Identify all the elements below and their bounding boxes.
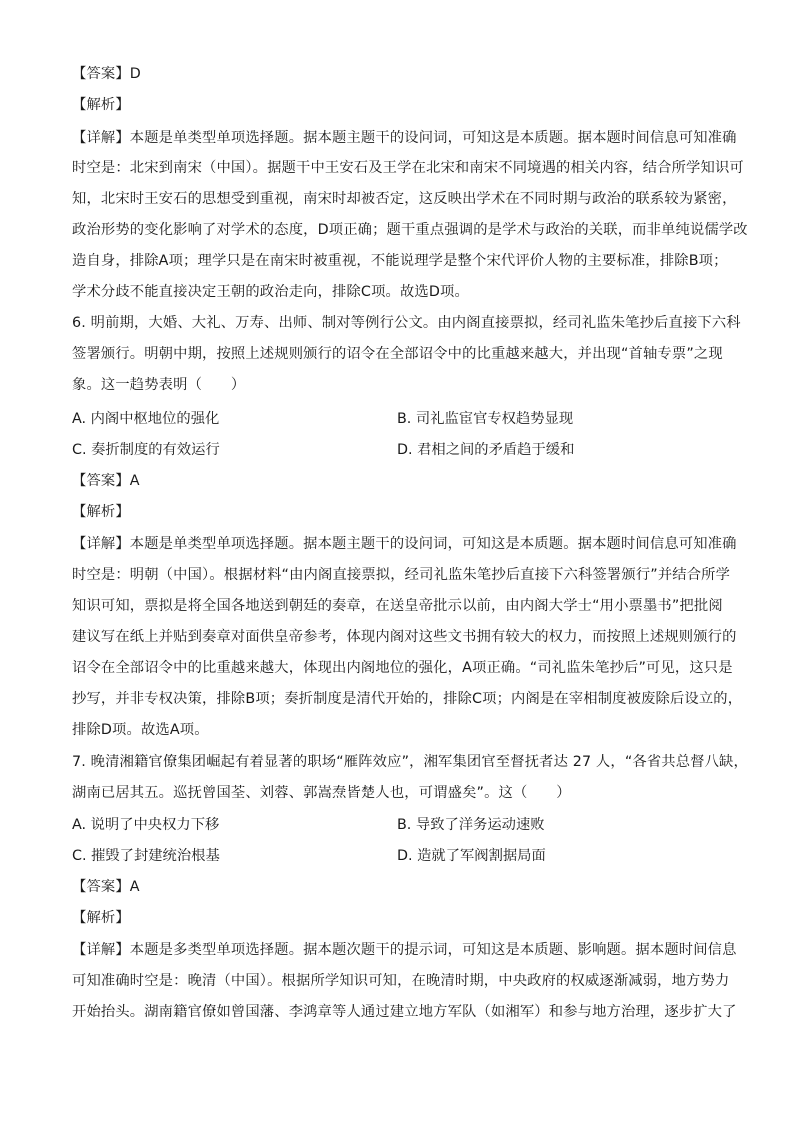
- q7-detail-line: 开始抬头。湖南籍官僚如曾国藩、李鸿章等人通过建立地方军队（如湘军）和参与地方治理，逐步扩大了: [72, 1004, 737, 1020]
- q7-stem-line: 7. 晚清湘籍官僚集团崛起有着显著的职场“雁阵效应”，湘军集团官至督抚者达 27 人，“各省共总督八缺，: [72, 754, 748, 770]
- q6-stem-line: 6. 明前期，大婚、大礼、万寿、出师、制对等例行公文。由内阁直接票拟，经司礼监朱笔抄后直接下六科: [72, 315, 741, 331]
- q7-option-b: B. 导致了洋务运动速败: [397, 817, 545, 833]
- q6-stem-line: 签署颁行。明朝中期，按照上述规则颁行的诏令在全部诏令中的比重越来越大，并出现“首轴专票”之现: [72, 346, 723, 362]
- q5-detail-line: 时空是：北宋到南宋（中国）。据题干中王安石及王学在北宋和南宋不同境遇的相关内容，结合所学知识可: [72, 160, 744, 176]
- q6-detail-line: 建议写在纸上并贴到奏章对面供皇帝参考，体现内阁对这些文书拥有较大的权力，而按照上述规则颁行的: [72, 629, 737, 645]
- q6-detail-line: 抄写，并非专权决策，排除B项；奏折制度是清代开始的，排除C项；内阁是在宰相制度被废除后设立的，: [72, 691, 743, 707]
- q7-detail-line: 【详解】本题是多类型单项选择题。据本题次题干的提示词，可知这是本质题、影响题。据本题时间信息: [72, 942, 737, 958]
- q7-analysis-heading: 【解析】: [72, 910, 130, 926]
- q6-option-c: C. 奏折制度的有效运行: [72, 442, 220, 458]
- q6-option-a: A. 内阁中枢地位的强化: [72, 411, 220, 427]
- q6-option-d: D. 君相之间的矛盾趋于缓和: [397, 442, 575, 458]
- q6-option-b: B. 司礼监宦官专权趋势显现: [397, 411, 574, 427]
- q6-analysis-heading: 【解析】: [72, 504, 130, 520]
- q5-analysis-heading: 【解析】: [72, 97, 130, 113]
- q7-stem-line: 湖南已居其五。巡抚曾国荃、刘蓉、郭嵩焘皆楚人也，可谓盛矣”。这（ ）: [72, 785, 571, 801]
- q6-stem-line: 象。这一趋势表明（ ）: [72, 377, 246, 393]
- q6-answer: 【答案】A: [72, 473, 140, 489]
- q5-detail-line: 【详解】本题是单类型单项选择题。据本题主题干的设问词，可知这是本质题。据本题时间信息可知准确: [72, 130, 737, 146]
- q5-detail-line: 政治形势的变化影响了对学术的态度，D项正确；题干重点强调的是学术与政治的关联，而非单纯说儒学改: [72, 222, 748, 238]
- q7-detail-line: 可知准确时空是：晚清（中国）。根据所学知识可知，在晚清时期，中央政府的权威逐渐减弱，地方势力: [72, 973, 730, 989]
- q6-detail-line: 知识可知，票拟是将全国各地送到朝廷的奏章，在送皇帝批示以前，由内阁大学士“用小票墨书”把批阅: [72, 598, 723, 614]
- q6-detail-line: 【详解】本题是单类型单项选择题。据本题主题干的设问词，可知这是本质题。据本题时间信息可知准确: [72, 536, 737, 552]
- q5-detail-line: 知，北宋时王安石的思想受到重视，南宋时却被否定，这反映出学术在不同时期与政治的联系较为紧密，: [72, 191, 737, 207]
- q6-detail-line: 排除D项。故选A项。: [72, 722, 209, 738]
- q6-detail-line: 时空是：明朝（中国）。根据材料“由内阁直接票拟，经司礼监朱笔抄后直接下六科签署颁行”并结合所学: [72, 567, 731, 583]
- q5-answer: 【答案】D: [72, 66, 141, 82]
- q7-answer: 【答案】A: [72, 879, 140, 895]
- q5-detail-line: 造自身，排除A项；理学只是在南宋时被重视，不能说理学是整个宋代评价人物的主要标准，排除B项；: [72, 253, 728, 269]
- q5-detail-line: 学术分歧不能直接决定王朝的政治走向，排除C项。故选D项。: [72, 284, 469, 300]
- q6-detail-line: 诏令在全部诏令中的比重越来越大，体现出内阁地位的强化，A项正确。“司礼监朱笔抄后”可见，这只是: [72, 660, 733, 676]
- q7-option-a: A. 说明了中央权力下移: [72, 817, 220, 833]
- q7-option-c: C. 摧毁了封建统治根基: [72, 848, 220, 864]
- q7-option-d: D. 造就了军阀割据局面: [397, 848, 546, 864]
